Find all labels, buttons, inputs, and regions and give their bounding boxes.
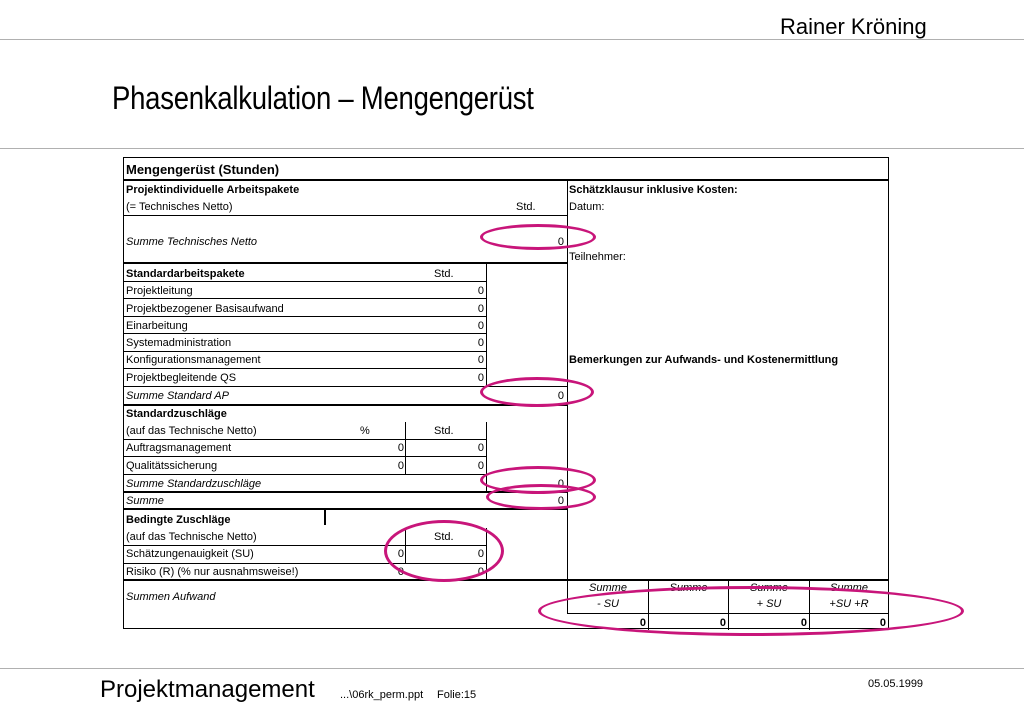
total-header: Summe	[750, 582, 788, 594]
surcharge-row-percent: 0	[397, 442, 404, 454]
sums-effort-label: Summen Aufwand	[126, 591, 216, 603]
title-divider	[0, 148, 1024, 149]
pi-title: Projektindividuelle Arbeitspakete	[126, 184, 300, 196]
std-row-value: 0	[477, 320, 484, 332]
surcharges-title: Standardzuschläge	[126, 408, 227, 420]
table-rule	[124, 262, 567, 264]
table-rule	[124, 215, 567, 216]
highlight-ellipse	[538, 586, 964, 636]
table-rule	[486, 264, 487, 386]
table-rule	[124, 404, 567, 406]
remarks-label: Bemerkungen zur Aufwands- und Kostenermittlung	[569, 354, 839, 366]
surcharge-row-value: 0	[477, 442, 484, 454]
std-row-value: 0	[477, 354, 484, 366]
footer-date: 05.05.1999	[868, 678, 924, 690]
table-rule	[124, 351, 486, 352]
conditional-row-percent: 0	[397, 548, 404, 560]
table-rule	[124, 508, 567, 510]
participants-label: Teilnehmer:	[569, 251, 626, 263]
footer-divider	[0, 668, 1024, 669]
highlight-ellipse	[384, 520, 504, 582]
std-row-label: Systemadministration	[126, 337, 232, 349]
surcharges-subtitle: (auf das Technische Netto)	[126, 425, 257, 437]
slide-number: Folie:15	[437, 689, 477, 701]
surcharge-row-label: Auftragsmanagement	[126, 442, 232, 454]
sum-technical-net-value: 0	[557, 236, 564, 248]
std-row-label: Projektbezogener Basisaufwand	[126, 303, 284, 315]
table-rule	[405, 422, 406, 474]
sum-surcharges-value: 0	[557, 478, 564, 490]
std-row-value: 0	[477, 303, 484, 315]
conditional-surcharges-title: Bedingte Zuschläge	[126, 514, 231, 526]
table-rule	[124, 368, 486, 369]
std-row-label: Projektbegleitende QS	[126, 372, 237, 384]
total-header: Summe	[669, 582, 708, 594]
table-rule	[324, 510, 326, 525]
table-rule	[124, 179, 888, 181]
total-header-sub: - SU	[597, 598, 619, 610]
course-name: Projektmanagement	[100, 676, 315, 703]
highlight-ellipse	[480, 377, 594, 407]
sum-std-value: 0	[557, 390, 564, 402]
pi-std-header: Std.	[516, 201, 536, 213]
std-row-value: 0	[477, 337, 484, 349]
total-value: 0	[879, 617, 886, 629]
sum-std-label: Summe Standard AP	[126, 390, 229, 402]
std-row-value: 0	[477, 285, 484, 297]
highlight-ellipse	[486, 484, 596, 510]
header-divider	[0, 39, 1024, 40]
std-row-value: 0	[477, 372, 484, 384]
conditional-row-percent: 0	[397, 566, 404, 578]
total-header: Summe	[830, 582, 868, 594]
table-rule	[124, 333, 486, 334]
total-value: 0	[800, 617, 807, 629]
std-row-label: Konfigurationsmanagement	[126, 354, 261, 366]
table-rule	[124, 316, 486, 317]
conditional-row-value: 0	[477, 548, 484, 560]
sum-technical-net-label: Summe Technisches Netto	[126, 236, 258, 248]
conditional-surcharges-subtitle: (auf das Technische Netto)	[126, 531, 257, 543]
table-rule	[124, 281, 486, 282]
pi-subtitle: (= Technisches Netto)	[126, 201, 233, 213]
table-rule	[124, 579, 888, 581]
surcharges-std-header: Std.	[434, 425, 454, 437]
date-label: Datum:	[569, 201, 605, 213]
conditional-row-label: Risiko (R) (% nur ausnahmsweise!)	[126, 566, 299, 578]
conditional-row-value: 0	[477, 566, 484, 578]
sum-value: 0	[557, 495, 564, 507]
surcharge-row-label: Qualitätssicherung	[126, 460, 218, 472]
total-header: Summe	[589, 582, 627, 594]
table-rule	[124, 439, 486, 440]
author-name: Rainer Kröning	[780, 14, 927, 39]
table-rule	[124, 456, 486, 457]
highlight-ellipse	[480, 224, 596, 250]
table-rule	[124, 474, 486, 475]
right-panel-title: Schätzklausur inklusive Kosten:	[569, 184, 738, 196]
std-row-label: Projektleitung	[126, 285, 193, 297]
total-value: 0	[639, 617, 646, 629]
surcharge-row-percent: 0	[397, 460, 404, 472]
std-row-label: Einarbeitung	[126, 320, 188, 332]
sum-label: Summe	[126, 495, 164, 507]
std-packages-std-header: Std.	[434, 268, 454, 280]
std-packages-title: Standardarbeitspakete	[126, 268, 245, 280]
table-caption: Mengengerüst (Stunden)	[126, 162, 280, 177]
total-header-sub: + SU	[756, 598, 782, 610]
conditional-row-label: Schätzungenauigkeit (SU)	[126, 548, 254, 560]
slide-title: Phasenkalkulation – Mengengerüst	[112, 80, 534, 116]
sum-surcharges-label: Summe Standardzuschläge	[126, 478, 262, 490]
total-value: 0	[719, 617, 726, 629]
surcharges-percent-header: %	[360, 425, 370, 437]
conditional-std-header: Std.	[434, 531, 454, 543]
table-rule	[124, 298, 486, 299]
file-path: ...\06rk_perm.ppt	[340, 689, 424, 701]
surcharge-row-value: 0	[477, 460, 484, 472]
total-header-sub: +SU +R	[829, 598, 869, 610]
